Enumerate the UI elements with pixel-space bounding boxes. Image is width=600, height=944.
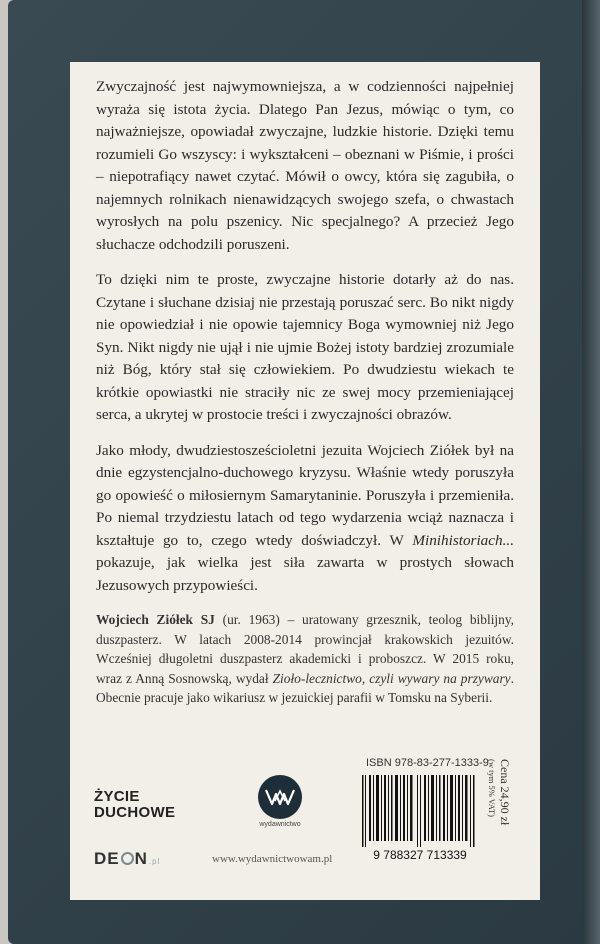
zycie-duchowe-logo-line-1: ŻYCIE xyxy=(94,788,140,805)
blurb xyxy=(96,76,514,597)
barcode-digits: 9 788327 713339 xyxy=(373,848,467,862)
author-bio xyxy=(96,610,514,708)
zycie-duchowe-logo-line-2: DUCHOWE xyxy=(94,804,176,821)
deon-logo xyxy=(94,849,160,869)
deon-logo-text-2: N xyxy=(134,849,148,868)
isbn-label: ISBN 978-83-277-1333-9 xyxy=(366,757,489,769)
price-label xyxy=(486,759,512,859)
book-back-cover xyxy=(8,0,600,944)
price-vat: (w tym 5% VAT) xyxy=(487,759,497,818)
author-bio-text-2: . Obecnie pracuje jako wikariusz w jezuickiej parafii w Tomsku na Syberii. xyxy=(96,670,514,705)
author-name: Wojciech Ziółek SJ xyxy=(96,612,215,627)
previous-book-title: Zioło-lecznictwo, czyli wywary na przywary xyxy=(272,670,511,686)
deon-logo-o-icon xyxy=(121,852,134,865)
blurb-paragraph-3 xyxy=(96,440,514,598)
text-panel xyxy=(70,62,540,900)
zycie-duchowe-logo xyxy=(94,789,175,821)
book-title-italic: Minihistoriach... xyxy=(412,531,514,549)
publisher-website: www.wydawnictwowam.pl xyxy=(212,853,333,865)
blurb-paragraph-3-start: Jako młody, dwudziestosześcioletni jezuita Wojciech Ziółek był na dnie egzystencjalno-duchowego kryzysu. Właśnie wtedy poruszyła go opowieść o miłosiernym Samarytaninie. Poruszyła i przemieniła. Po niemal trzydziestu latach od tego wydarzenia wciąż naznacza i kształtuje go to, czego wtedy doświadczył. W xyxy=(96,441,514,549)
wam-logo xyxy=(250,775,310,828)
wam-logo-icon xyxy=(258,775,302,819)
cover-edge xyxy=(582,0,600,944)
deon-logo-suffix: .pl xyxy=(148,857,161,866)
publisher-footer xyxy=(94,757,518,877)
isbn-barcode xyxy=(356,773,488,863)
wam-logo-caption: wydawnictwo xyxy=(259,821,301,828)
blurb-paragraph-3-end: pokazuje, jak wielka jest siła zawarta w prostych słowach Jezusowych przypowieści. xyxy=(96,554,514,594)
price-value: Cena 24,90 zł xyxy=(498,759,512,826)
author-bio-text-1: (ur. 1963) – uratowany grzesznik, teolog biblijny, duszpasterz. W latach 2008-2014 prowincjał krakowskich jezuitów. Wcześniej długoletni duszpasterz akademicki i proboszcz. W 2015 roku, wraz z Anną Sosnowską, wydał xyxy=(96,612,514,686)
price-rotated xyxy=(487,759,512,859)
deon-logo-text: DE xyxy=(94,849,120,868)
blurb-paragraph-1: Zwyczajność jest najwymowniejsza, a w codzienności najpełniej wyraża się istota życia. Dlatego Pan Jezus, mówiąc o tym, co najważniejsze, opowiadał zwyczajne, ludzkie historie. Dzięki temu rozumieli Go wszyscy: i wykształceni – obeznani w Piśmie, i prości – niepotrafiący nawet czytać. Mówił o owcy, która się zagubiła, o najemnych rolnikach nienawidzących swojego szefa, o chwastach wyrosłych na polu pszenicy. Nic specjalnego? A przecież Jego słuchacze odchodzili poruszeni. xyxy=(96,78,514,253)
blurb-paragraph-2: To dzięki nim te proste, zwyczajne historie dotarły aż do nas. Czytane i słuchane dzisiaj nie przestają poruszać serc. Bo nikt nigdy nie opowiedział i nie opowie tajemnicy Boga wymowniej niż Jego Syn. Nikt nigdy nie ujął i nie ujmie Bożej istoty bardziej zrozumiale niż Bóg, który stał się człowiekiem. Po dwudziestu wiekach te krótkie opowiastki nie straciły nic ze swej mocy przemieniającej serca, a ukrytej w prostocie treści i zwyczajności obrazów. xyxy=(96,271,514,423)
